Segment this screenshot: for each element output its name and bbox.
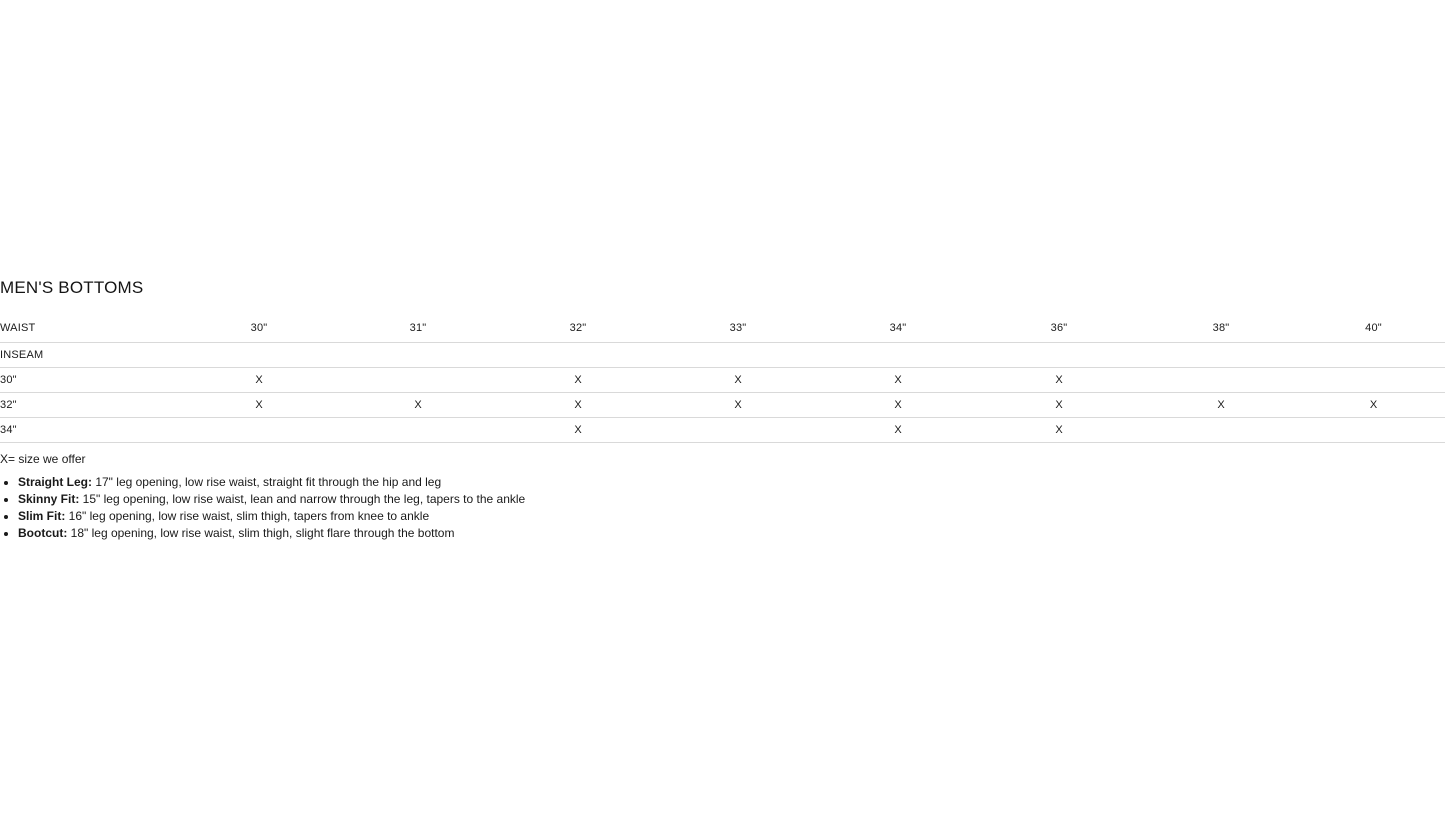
availability-cell <box>338 418 498 443</box>
fit-description-list <box>0 474 1445 542</box>
table-header-waist-row <box>0 316 1445 343</box>
spacer-cell <box>180 343 338 368</box>
availability-cell: X <box>498 418 658 443</box>
list-item <box>18 474 1445 491</box>
spacer-cell <box>818 343 978 368</box>
waist-size-header: 30" <box>180 316 338 343</box>
list-item <box>18 508 1445 525</box>
availability-cell: X <box>978 368 1140 393</box>
size-chart-table <box>0 316 1445 443</box>
waist-size-header: 31" <box>338 316 498 343</box>
waist-size-header: 38" <box>1140 316 1302 343</box>
waist-header-label: WAIST <box>0 316 180 343</box>
table-row <box>0 393 1445 418</box>
availability-cell <box>1302 368 1445 393</box>
spacer-cell <box>1140 343 1302 368</box>
spacer-cell <box>338 343 498 368</box>
availability-cell: X <box>658 368 818 393</box>
page-title: MEN'S BOTTOMS <box>0 278 144 297</box>
spacer-cell <box>1302 343 1445 368</box>
availability-cell: X <box>338 393 498 418</box>
availability-cell: X <box>818 418 978 443</box>
spacer-cell <box>498 343 658 368</box>
availability-cell: X <box>978 418 1140 443</box>
waist-size-header: 36" <box>978 316 1140 343</box>
availability-cell: X <box>498 393 658 418</box>
availability-cell <box>338 368 498 393</box>
list-item <box>18 525 1445 542</box>
waist-size-header: 32" <box>498 316 658 343</box>
table-row <box>0 368 1445 393</box>
availability-cell <box>658 418 818 443</box>
fit-name: Slim Fit: <box>18 509 66 523</box>
availability-cell: X <box>978 393 1140 418</box>
fit-description: 15" leg opening, low rise waist, lean and narrow through the leg, tapers to the ankle <box>79 492 526 506</box>
waist-size-header: 34" <box>818 316 978 343</box>
availability-cell: X <box>180 368 338 393</box>
availability-cell: X <box>658 393 818 418</box>
fit-description: 17" leg opening, low rise waist, straight fit through the hip and leg <box>92 475 442 489</box>
fit-description: 18" leg opening, low rise waist, slim thigh, slight flare through the bottom <box>67 526 455 540</box>
size-chart-section <box>0 278 1445 542</box>
fit-name: Bootcut: <box>18 526 68 540</box>
availability-cell <box>180 418 338 443</box>
table-header-inseam-row <box>0 343 1445 368</box>
availability-cell <box>1140 418 1302 443</box>
availability-cell <box>1302 418 1445 443</box>
availability-cell: X <box>1302 393 1445 418</box>
availability-cell: X <box>1140 393 1302 418</box>
table-row <box>0 418 1445 443</box>
availability-cell <box>1140 368 1302 393</box>
waist-size-header: 33" <box>658 316 818 343</box>
list-item <box>18 491 1445 508</box>
inseam-row-label: 30" <box>0 368 180 393</box>
waist-size-header: 40" <box>1302 316 1445 343</box>
inseam-row-label: 32" <box>0 393 180 418</box>
legend-text: X= size we offer <box>0 452 86 466</box>
spacer-cell <box>658 343 818 368</box>
inseam-header-label: INSEAM <box>0 343 180 368</box>
availability-cell: X <box>180 393 338 418</box>
spacer-cell <box>978 343 1140 368</box>
fit-name: Skinny Fit: <box>18 492 80 506</box>
fit-description: 16" leg opening, low rise waist, slim thigh, tapers from knee to ankle <box>65 509 430 523</box>
availability-cell: X <box>498 368 658 393</box>
availability-cell: X <box>818 368 978 393</box>
inseam-row-label: 34" <box>0 418 180 443</box>
availability-cell: X <box>818 393 978 418</box>
fit-name: Straight Leg: <box>18 475 92 489</box>
